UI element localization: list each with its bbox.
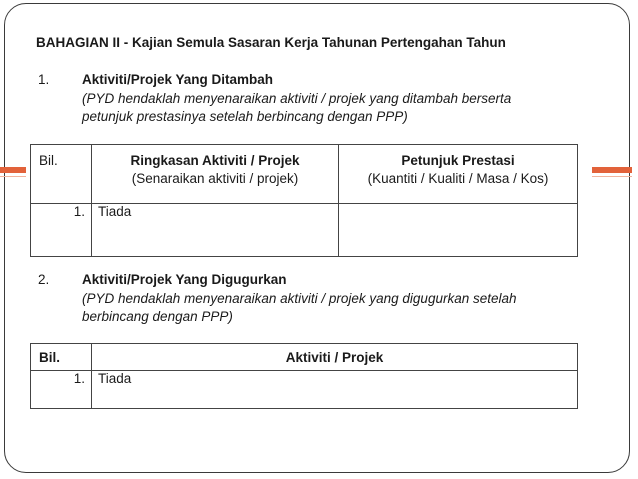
accent-line-right bbox=[592, 176, 632, 177]
section2-note-line2: berbincang dengan PPP) bbox=[82, 309, 233, 324]
page-title: BAHAGIAN II - Kajian Semula Sasaran Kerja Tahunan Pertengahan Tahun bbox=[36, 35, 506, 50]
header-petunjuk-title: Petunjuk Prestasi bbox=[401, 153, 515, 168]
table-header-row bbox=[31, 145, 578, 204]
section1-number: 1. bbox=[38, 72, 50, 87]
table-row bbox=[31, 371, 578, 409]
accent-line-left bbox=[0, 176, 26, 177]
section2-title: Aktiviti/Projek Yang Digugurkan bbox=[82, 272, 287, 287]
section1-note-line2: petunjuk prestasinya setelah berbincang dengan PPP) bbox=[82, 109, 408, 124]
table-header-row bbox=[31, 344, 578, 371]
row-aktiviti: Tiada bbox=[92, 371, 578, 409]
row-bil: 1. bbox=[31, 204, 92, 257]
accent-bar-right bbox=[592, 167, 632, 173]
section1-title: Aktiviti/Projek Yang Ditambah bbox=[82, 72, 274, 87]
header-ringkasan bbox=[92, 145, 339, 204]
header-aktiviti: Aktiviti / Projek bbox=[92, 344, 578, 371]
header-bil: Bil. bbox=[31, 145, 92, 204]
row-bil: 1. bbox=[31, 371, 92, 409]
added-activities-table bbox=[30, 144, 578, 257]
section2-note-line1: (PYD hendaklah menyenaraikan aktiviti / projek yang digugurkan setelah bbox=[82, 291, 517, 306]
table-row bbox=[31, 204, 578, 257]
dropped-activities-table bbox=[30, 343, 578, 409]
section1-note-line1: (PYD hendaklah menyenaraikan aktiviti / projek yang ditambah berserta bbox=[82, 91, 512, 106]
row-ringkasan: Tiada bbox=[92, 204, 339, 257]
header-ringkasan-sub: (Senaraikan aktiviti / projek) bbox=[131, 171, 299, 186]
header-petunjuk bbox=[339, 145, 578, 204]
accent-bar-left bbox=[0, 167, 26, 173]
header-ringkasan-title: Ringkasan Aktiviti / Projek bbox=[130, 153, 300, 168]
header-bil: Bil. bbox=[31, 344, 92, 371]
header-petunjuk-sub: (Kuantiti / Kualiti / Masa / Kos) bbox=[367, 171, 549, 186]
section2-number: 2. bbox=[38, 272, 50, 287]
row-petunjuk bbox=[339, 204, 578, 257]
